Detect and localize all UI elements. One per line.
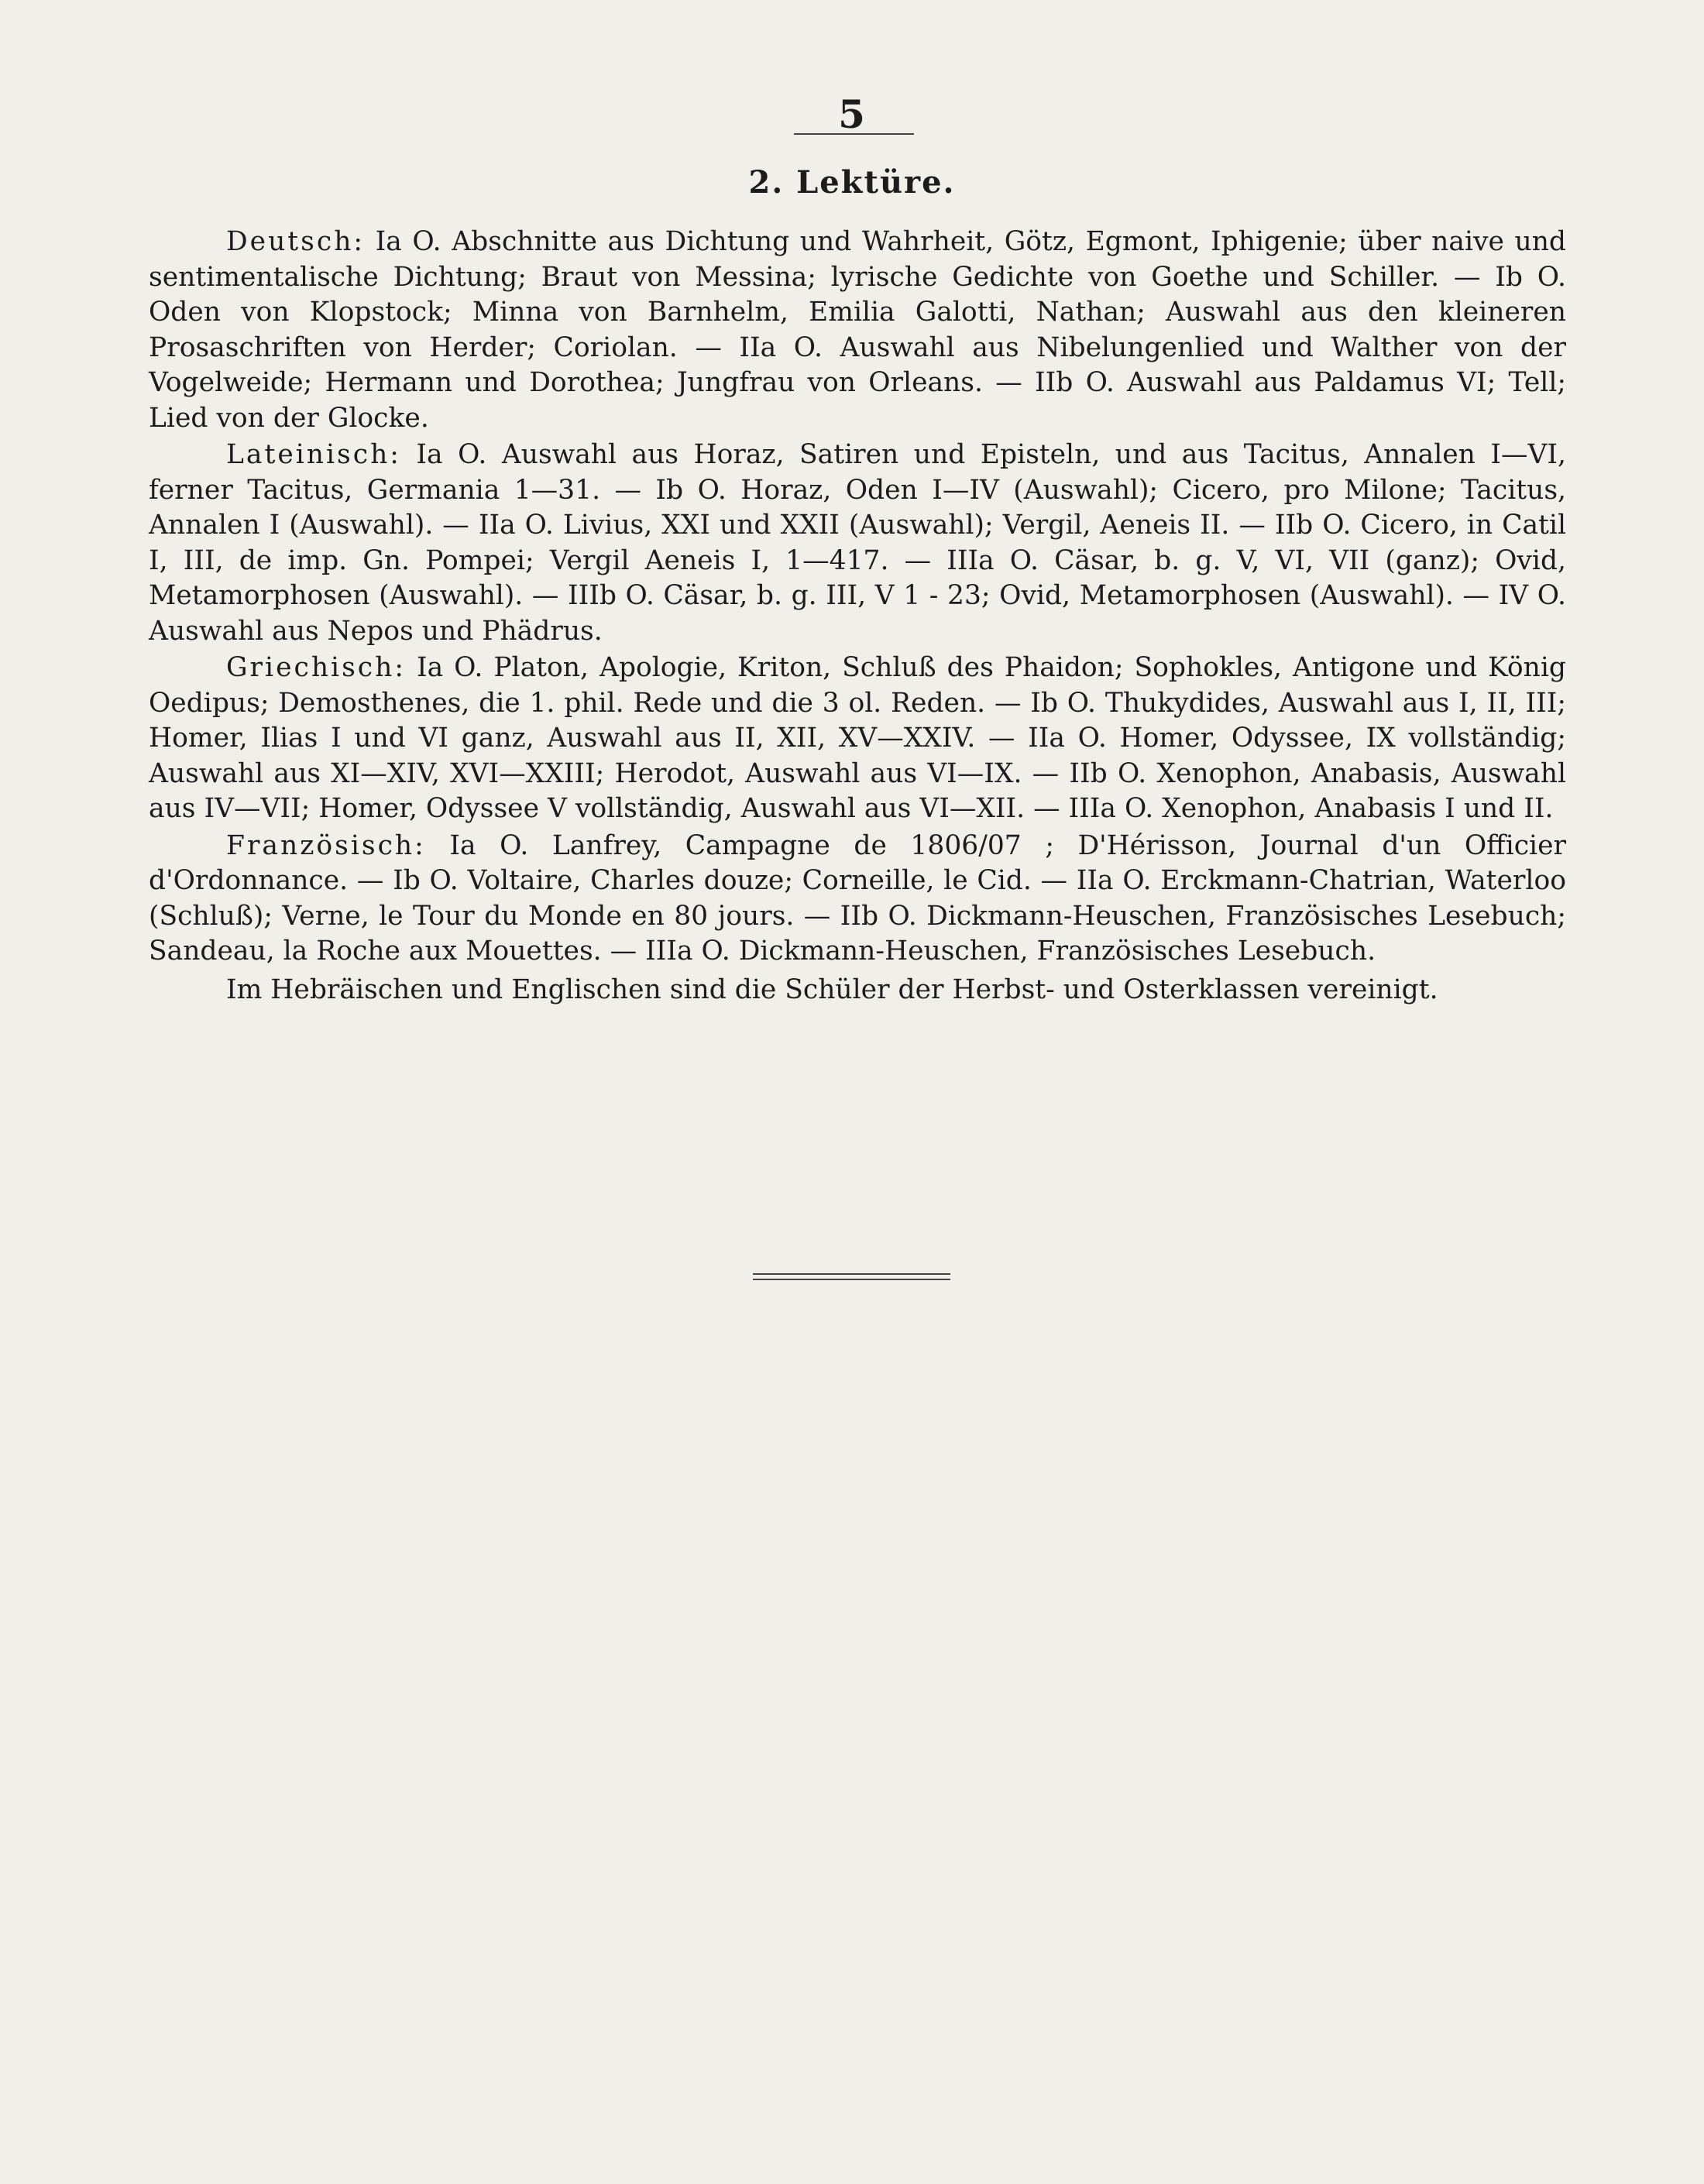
section-title: 2. Lektüre. xyxy=(748,164,956,201)
closing-rule-top xyxy=(753,1273,950,1275)
paragraph-text: Ia O. Abschnitte aus Dichtung und Wahrheit, Götz, Egmont, Iphigenie; über naive und sentimentalische Dichtung; Braut von Messina; lyrische Gedichte von Goethe und Schiller. — Ib O. Oden von Klopstock; Minna von Barnhelm, Emilia Galotti, Nathan; Auswahl aus den kleineren Prosaschriften von Herder; Coriolan. — IIa O. Auswahl aus Nibelungenlied und Walther von der Vogelweide; Hermann und Dorothea; Jungfrau von Orleans. — IIb O. Auswahl aus Paldamus VI; Tell; Lied von der Glocke. xyxy=(149,226,1566,434)
final-note: Im Hebräischen und Englischen sind die Schüler der Herbst- und Osterklassen vereinigt. xyxy=(226,974,1438,1005)
paragraph-griechisch xyxy=(149,651,1566,827)
paragraph-franzoesisch xyxy=(149,829,1566,970)
closing-rule-bottom xyxy=(753,1279,950,1280)
reading-list-body xyxy=(149,225,1566,1009)
paragraph-text: Ia O. Lanfrey, Campagne de 1806/07 ; D'Hérisson, Journal d'un Officier d'Ordonnance. — Ib O. Voltaire, Charles douze; Corneille, le Cid. — IIa O. Erckmann-Chatrian, Waterloo (Schluß); Verne, le Tour du Monde en 80 jours. — IIb O. Dickmann-Heuschen, Französisches Lesebuch; Sandeau, la Roche aux Mouettes. — IIIa O. Dickmann-Heuschen, Französisches Lesebuch. xyxy=(149,829,1566,967)
subject-label: Lateinisch: xyxy=(226,439,401,470)
paragraph-text: Ia O. Platon, Apologie, Kriton, Schluß des Phaidon; Sophokles, Antigone und König Oedipus; Demosthenes, die 1. phil. Rede und die 3 ol. Reden. — Ib O. Thukydides, Auswahl aus I, II, III; Homer, Ilias I und VI ganz, Auswahl aus II, XII, XV—XXIV. — IIa O. Homer, Odyssee, IX vollständig; Auswahl aus XI—XIV, XVI—XXIII; Herodot, Auswahl aus VI—IX. — IIb O. Xenophon, Anabasis, Auswahl aus IV—VII; Homer, Odyssee V vollständig, Auswahl aus VI—XII. — IIIa O. Xenophon, Anabasis I und II. xyxy=(149,652,1566,824)
subject-label: Griechisch: xyxy=(226,652,406,683)
subject-label: Deutsch: xyxy=(226,226,366,257)
subject-label: Französisch: xyxy=(226,829,426,861)
paragraph-lateinisch xyxy=(149,438,1566,649)
paragraph-deutsch xyxy=(149,225,1566,436)
page-number: 5 xyxy=(838,91,866,137)
paragraph-text: Ia O. Auswahl aus Horaz, Satiren und Episteln, und aus Tacitus, Annalen I—VI, ferner Tacitus, Germania 1—31. — Ib O. Horaz, Oden I—IV (Auswahl); Cicero, pro Milone; Tacitus, Annalen I (Auswahl). — IIa O. Livius, XXI und XXII (Auswahl); Vergil, Aeneis II. — IIb O. Cicero, in Catil I, III, de imp. Gn. Pompei; Vergil Aeneis I, 1—417. — IIIa O. Cäsar, b. g. V, VI, VII (ganz); Ovid, Metamorphosen (Auswahl). — IIIb O. Cäsar, b. g. III, V 1 - 23; Ovid, Metamorphosen (Auswahl). — IV O. Auswahl aus Nepos und Phädrus. xyxy=(149,439,1566,647)
header-rule xyxy=(794,133,914,135)
